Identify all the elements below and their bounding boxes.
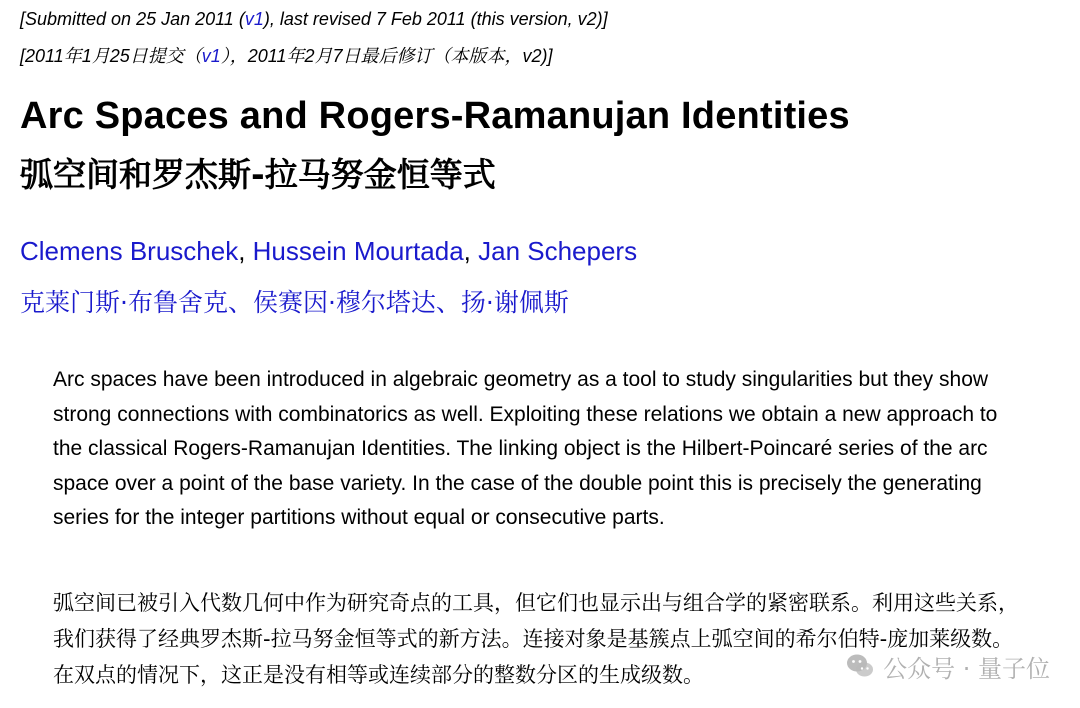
wechat-watermark bbox=[845, 648, 1050, 684]
dateline-zh-prefix: [2011年1月25日提交（ bbox=[20, 46, 202, 66]
author-list-zh bbox=[20, 287, 569, 319]
abstract-zh: 弧空间已被引入代数几何中作为研究奇点的工具，但它们也显示出与组合学的紧密联系。利用这些关系，我们获得了经典罗杰斯-拉马努金恒等式的新方法。连接对象是基簇点上弧空间的希尔伯特-庞加莱级数。在双点的情况下，这正是没有相等或连续部分的整数分区的生成级数。 bbox=[53, 591, 1019, 687]
author-separator: , bbox=[238, 236, 253, 266]
paper-title-en: Arc Spaces and Rogers-Ramanujan Identities bbox=[20, 95, 850, 137]
watermark-text: 公众号 · 量子位 bbox=[883, 654, 1050, 683]
wechat-icon bbox=[845, 651, 875, 681]
author-list-en bbox=[20, 235, 637, 267]
paper-title-zh: 弧空间和罗杰斯-拉马努金恒等式 bbox=[20, 155, 496, 194]
author-link-schepers[interactable]: Jan Schepers bbox=[478, 236, 638, 266]
submission-dateline-zh bbox=[20, 45, 553, 67]
submission-dateline-en bbox=[20, 8, 608, 30]
author-link-bruschek[interactable]: Clemens Bruschek bbox=[20, 236, 239, 266]
abstract-en: Arc spaces have been introduced in algebraic geometry as a tool to study singularities but they show strong connections with combinatorics as well. Exploiting these relations we obtain a new approach to the classical Rogers-Ramanujan Identities. The linking object is the Hilbert-Poincaré series of the arc space over a point of the base variety. In the case of the double point this is precisely the generating series for the integer partitions without equal or consecutive parts. bbox=[53, 368, 998, 529]
dateline-en-prefix: [Submitted on 25 Jan 2011 ( bbox=[20, 9, 245, 29]
version-v1-link[interactable]: v1 bbox=[244, 9, 264, 29]
dateline-zh-suffix: ），2011年2月7日最后修订（本版本，v2)] bbox=[220, 46, 553, 66]
dateline-en-suffix: ), last revised 7 Feb 2011 (this version, v2)] bbox=[263, 9, 608, 29]
version-v1-link-zh[interactable]: v1 bbox=[201, 46, 221, 66]
author-names-zh[interactable]: 克莱门斯·布鲁舍克、侯赛因·穆尔塔达、扬·谢佩斯 bbox=[20, 288, 569, 317]
author-link-mourtada[interactable]: Hussein Mourtada bbox=[252, 236, 464, 266]
author-separator: , bbox=[463, 236, 479, 266]
